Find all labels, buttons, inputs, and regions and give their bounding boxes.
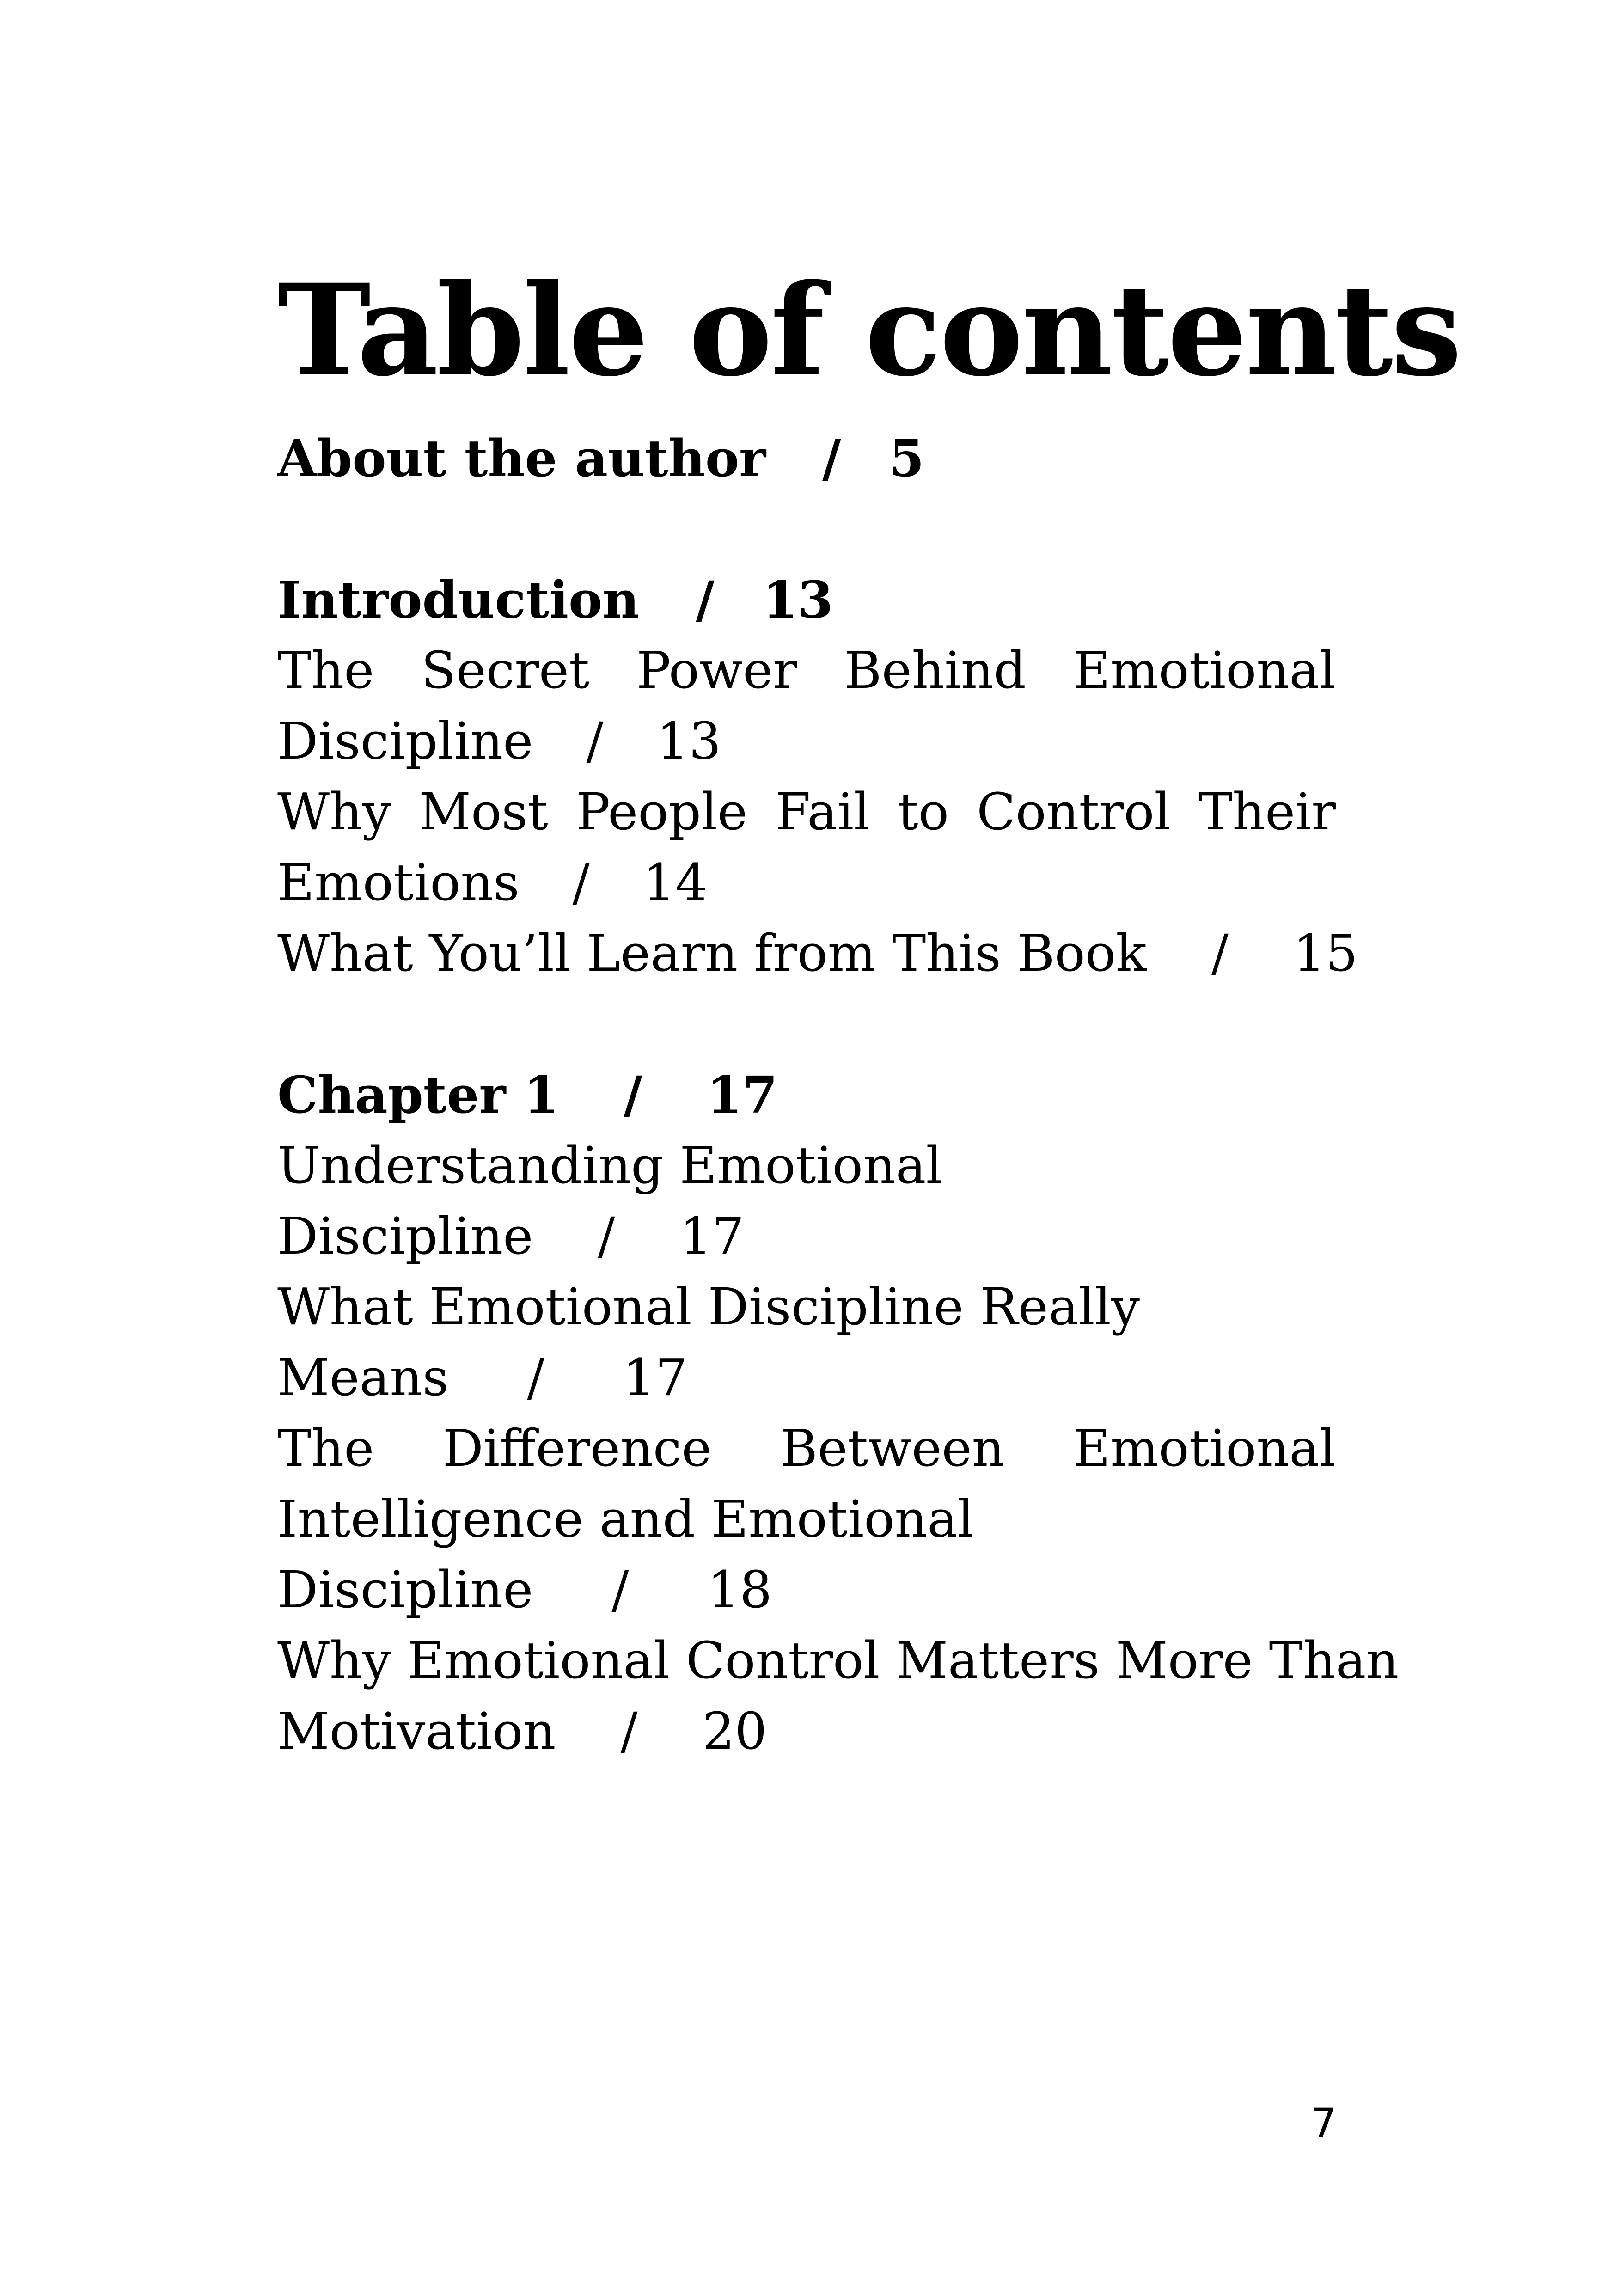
toc-page-number: 13 <box>656 711 721 771</box>
toc-word: Emotional <box>1073 641 1336 700</box>
toc-entry-difference-between[interactable] <box>277 1413 1336 1625</box>
toc-word: The <box>277 641 374 700</box>
toc-entry-what-emotional-discipline-means[interactable] <box>277 1272 1336 1413</box>
toc-page-number: 13 <box>762 570 833 630</box>
toc-page-number: 17 <box>707 1065 778 1125</box>
table-of-contents <box>277 423 1399 1767</box>
toc-separator: / <box>822 429 841 488</box>
toc-word: The <box>277 1419 374 1478</box>
toc-entry-label: Intelligence and Emotional <box>277 1489 974 1549</box>
toc-entry-label: Discipline <box>277 711 533 771</box>
toc-entry-label: What You’ll Learn from This Book <box>277 924 1147 983</box>
toc-word: Behind <box>844 641 1026 700</box>
toc-separator: / <box>572 853 590 912</box>
toc-entry-label: Discipline <box>277 1560 533 1619</box>
toc-entry-why-most-people-fail[interactable] <box>277 777 1336 918</box>
toc-word: Between <box>780 1419 1005 1478</box>
toc-separator: / <box>696 570 715 630</box>
toc-entry-understanding-emotional-discipline[interactable] <box>277 1130 1336 1272</box>
toc-entry-what-youll-learn[interactable] <box>277 918 1358 989</box>
toc-word: Most <box>419 782 548 841</box>
page-number: 7 <box>1311 2100 1337 2147</box>
toc-entry-secret-power[interactable] <box>277 635 1336 777</box>
toc-entry-label: Chapter 1 <box>277 1065 559 1125</box>
toc-entry-emotional-control-matters[interactable] <box>277 1625 1399 1767</box>
toc-page-number: 17 <box>679 1206 745 1266</box>
toc-separator: / <box>624 1065 642 1125</box>
toc-heading-chapter-1[interactable] <box>277 1059 1336 1130</box>
toc-page-number: 5 <box>889 429 924 488</box>
toc-entry-label: Discipline <box>277 1206 533 1266</box>
toc-word: Secret <box>421 641 590 700</box>
toc-separator: / <box>586 711 604 771</box>
toc-entry-label: Emotions <box>277 853 520 912</box>
toc-heading-introduction[interactable] <box>277 564 1336 635</box>
toc-page-number: 14 <box>642 853 708 912</box>
toc-entry-label: What Emotional Discipline Really <box>277 1277 1140 1336</box>
toc-separator: / <box>611 1560 629 1619</box>
toc-separator: / <box>527 1348 544 1407</box>
toc-separator: / <box>620 1702 638 1761</box>
toc-separator: / <box>1211 924 1229 983</box>
toc-entry-label: Means <box>277 1348 449 1407</box>
page-title: Table of contents <box>277 257 1461 404</box>
toc-separator: / <box>598 1206 615 1266</box>
toc-page-number: 17 <box>623 1348 688 1407</box>
toc-entry-label: Motivation <box>277 1702 556 1761</box>
toc-word: Fail <box>775 782 870 841</box>
toc-page-number: 18 <box>707 1560 772 1619</box>
toc-entry-label: Introduction <box>277 570 640 630</box>
toc-page-number: 20 <box>702 1702 767 1761</box>
toc-entry-label: Why Emotional Control Matters More Than <box>277 1631 1399 1690</box>
toc-word: Emotional <box>1073 1419 1336 1478</box>
toc-word: People <box>576 782 748 841</box>
toc-word: Why <box>277 782 391 841</box>
toc-entry-label: Understanding Emotional <box>277 1136 942 1195</box>
toc-word: to <box>898 782 949 841</box>
toc-entry-about-author[interactable] <box>277 423 1336 494</box>
toc-entry-label: About the author <box>277 429 766 488</box>
toc-word: Their <box>1198 782 1336 841</box>
toc-word: Difference <box>442 1419 712 1478</box>
toc-word: Power <box>636 641 797 700</box>
toc-page-number: 15 <box>1293 924 1358 983</box>
toc-word: Control <box>977 782 1171 841</box>
